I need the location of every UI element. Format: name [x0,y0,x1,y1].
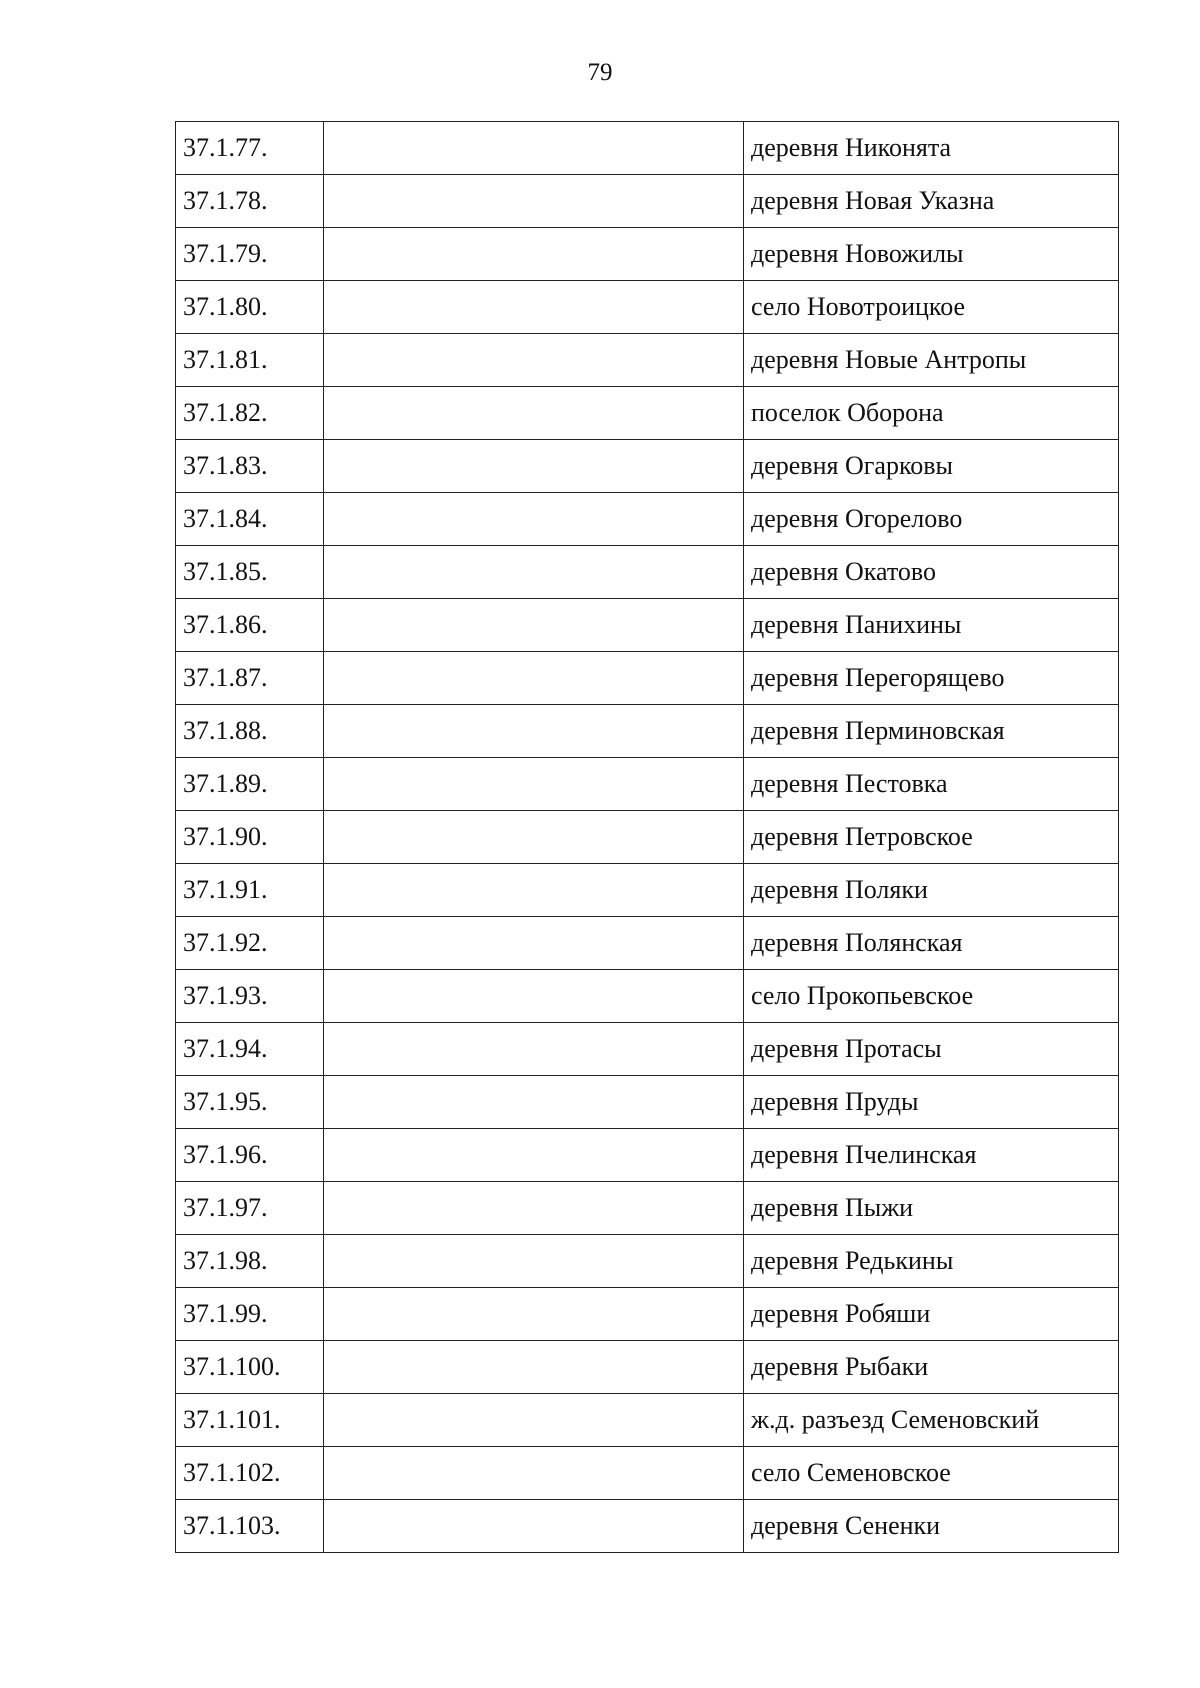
district-cell [324,599,744,652]
settlement-name-cell: деревня Протасы [744,1023,1119,1076]
district-cell [324,546,744,599]
settlement-name-cell: деревня Перминовская [744,705,1119,758]
settlement-name-cell: ж.д. разъезд Семеновский [744,1394,1119,1447]
settlement-code-cell: 37.1.90. [176,811,324,864]
settlement-name-cell: село Семеновское [744,1447,1119,1500]
table-row [176,440,1119,493]
settlement-code-cell: 37.1.102. [176,1447,324,1500]
settlement-name-cell: деревня Рыбаки [744,1341,1119,1394]
settlement-name-cell: деревня Поляки [744,864,1119,917]
settlement-name-cell: село Новотроицкое [744,281,1119,334]
district-cell [324,1076,744,1129]
settlement-code-cell: 37.1.87. [176,652,324,705]
settlement-name-cell: деревня Полянская [744,917,1119,970]
settlements-table-body [176,122,1119,1553]
district-cell [324,705,744,758]
district-cell [324,281,744,334]
district-cell [324,1288,744,1341]
table-row [176,652,1119,705]
table-row [176,546,1119,599]
table-row [176,493,1119,546]
settlement-code-cell: 37.1.81. [176,334,324,387]
settlement-name-cell: село Прокопьевское [744,970,1119,1023]
table-row [176,864,1119,917]
district-cell [324,652,744,705]
district-cell [324,1447,744,1500]
settlement-name-cell: поселок Оборона [744,387,1119,440]
district-cell [324,917,744,970]
settlement-name-cell: деревня Редькины [744,1235,1119,1288]
table-row [176,1447,1119,1500]
settlement-code-cell: 37.1.97. [176,1182,324,1235]
settlements-table [175,121,1119,1553]
table-row [176,228,1119,281]
district-cell [324,122,744,175]
table-row [176,1129,1119,1182]
settlement-name-cell: деревня Робяши [744,1288,1119,1341]
district-cell [324,758,744,811]
district-cell [324,1023,744,1076]
settlement-name-cell: деревня Новая Указна [744,175,1119,228]
settlement-name-cell: деревня Огорелово [744,493,1119,546]
district-cell [324,1235,744,1288]
settlement-name-cell: деревня Панихины [744,599,1119,652]
settlement-name-cell: деревня Перегорящево [744,652,1119,705]
table-row [176,1182,1119,1235]
district-cell [324,493,744,546]
settlement-code-cell: 37.1.98. [176,1235,324,1288]
settlement-code-cell: 37.1.83. [176,440,324,493]
table-row [176,811,1119,864]
district-cell [324,1341,744,1394]
settlement-code-cell: 37.1.99. [176,1288,324,1341]
table-row [176,1500,1119,1553]
settlement-code-cell: 37.1.82. [176,387,324,440]
settlement-name-cell: деревня Новые Антропы [744,334,1119,387]
table-row [176,758,1119,811]
settlement-code-cell: 37.1.96. [176,1129,324,1182]
table-row [176,917,1119,970]
settlement-code-cell: 37.1.95. [176,1076,324,1129]
settlement-code-cell: 37.1.88. [176,705,324,758]
district-cell [324,970,744,1023]
table-row [176,334,1119,387]
district-cell [324,1129,744,1182]
table-row [176,1394,1119,1447]
district-cell [324,175,744,228]
settlement-code-cell: 37.1.85. [176,546,324,599]
page-number: 79 [587,59,613,86]
table-row [176,705,1119,758]
settlement-code-cell: 37.1.77. [176,122,324,175]
table-row [176,387,1119,440]
district-cell [324,1394,744,1447]
settlement-name-cell: деревня Пестовка [744,758,1119,811]
settlement-name-cell: деревня Новожилы [744,228,1119,281]
table-row [176,1341,1119,1394]
settlement-code-cell: 37.1.79. [176,228,324,281]
table-row [176,1288,1119,1341]
table-row [176,122,1119,175]
table-row [176,1235,1119,1288]
district-cell [324,1182,744,1235]
settlement-name-cell: деревня Петровское [744,811,1119,864]
district-cell [324,811,744,864]
table-row [176,599,1119,652]
district-cell [324,864,744,917]
settlement-name-cell: деревня Сененки [744,1500,1119,1553]
table-row [176,970,1119,1023]
settlement-code-cell: 37.1.78. [176,175,324,228]
table-row [176,175,1119,228]
settlement-name-cell: деревня Пруды [744,1076,1119,1129]
settlement-code-cell: 37.1.89. [176,758,324,811]
table-row [176,1023,1119,1076]
settlement-name-cell: деревня Пчелинская [744,1129,1119,1182]
settlement-code-cell: 37.1.91. [176,864,324,917]
district-cell [324,1500,744,1553]
district-cell [324,228,744,281]
settlement-code-cell: 37.1.94. [176,1023,324,1076]
settlement-code-cell: 37.1.100. [176,1341,324,1394]
settlement-code-cell: 37.1.86. [176,599,324,652]
settlement-code-cell: 37.1.80. [176,281,324,334]
settlement-name-cell: деревня Никонята [744,122,1119,175]
settlement-name-cell: деревня Окатово [744,546,1119,599]
district-cell [324,440,744,493]
settlement-code-cell: 37.1.103. [176,1500,324,1553]
table-row [176,281,1119,334]
table-row [176,1076,1119,1129]
settlement-name-cell: деревня Пыжи [744,1182,1119,1235]
settlement-name-cell: деревня Огарковы [744,440,1119,493]
district-cell [324,334,744,387]
settlement-code-cell: 37.1.92. [176,917,324,970]
district-cell [324,387,744,440]
settlement-code-cell: 37.1.101. [176,1394,324,1447]
settlement-code-cell: 37.1.84. [176,493,324,546]
settlement-code-cell: 37.1.93. [176,970,324,1023]
